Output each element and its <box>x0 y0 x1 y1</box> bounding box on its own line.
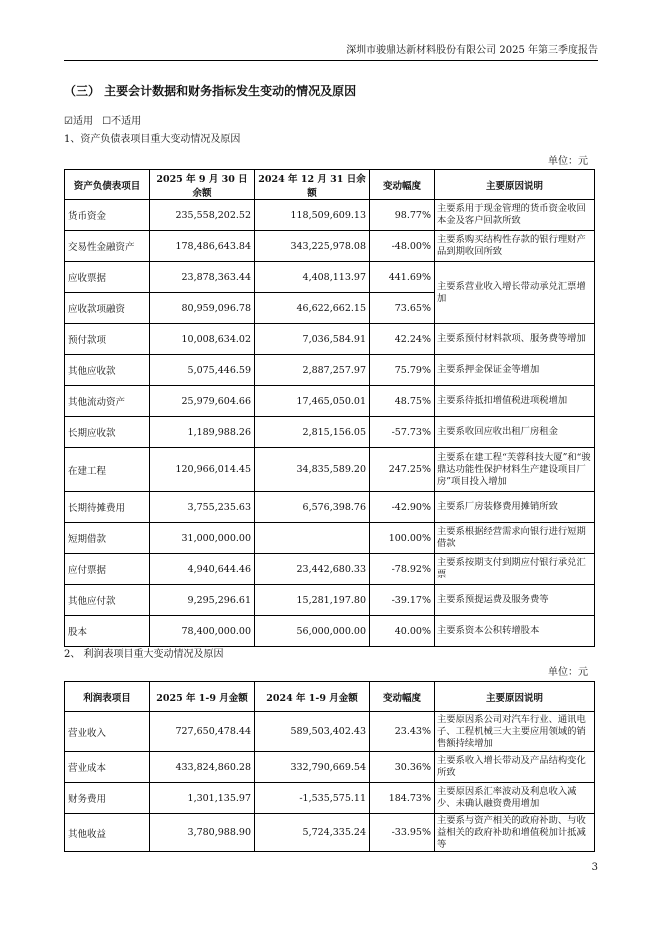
current-value-cell: 23,878,363.44 <box>150 262 255 293</box>
previous-value-cell: 5,724,335.24 <box>255 814 370 852</box>
reason-cell: 主要系待抵扣增值税进项税增加 <box>435 386 595 417</box>
change-cell: 75.79% <box>370 355 435 386</box>
table-row <box>65 386 595 417</box>
income-statement-table <box>64 681 595 852</box>
item-cell: 应付票据 <box>65 554 150 585</box>
column-header: 2024 年 1-9 月金额 <box>255 682 370 712</box>
reason-cell: 主要系根据经营需求向银行进行短期借款 <box>435 523 595 554</box>
previous-value-cell <box>255 523 370 554</box>
change-cell: 42.24% <box>370 324 435 355</box>
current-value-cell: 727,650,478.44 <box>150 712 255 752</box>
change-cell: 23.43% <box>370 712 435 752</box>
item-cell: 长期待摊费用 <box>65 492 150 523</box>
reason-cell: 主要原因系汇率波动及利息收入减少、未确认融资费用增加 <box>435 783 595 814</box>
reason-cell: 主要系押金保证金等增加 <box>435 355 595 386</box>
current-value-cell: 235,558,202.52 <box>150 200 255 231</box>
change-cell: -48.00% <box>370 231 435 262</box>
table-row <box>65 200 595 231</box>
item-cell: 其他收益 <box>65 814 150 852</box>
change-cell: -39.17% <box>370 585 435 616</box>
reason-cell: 主要系预付材料款项、服务费等增加 <box>435 324 595 355</box>
column-header: 2025 年 9 月 30 日余额 <box>150 170 255 200</box>
reason-cell: 主要系营业收入增长带动承兑汇票增加 <box>435 262 595 324</box>
previous-value-cell: 46,622,662.15 <box>255 293 370 324</box>
table-header-row <box>65 170 595 200</box>
applicable-checkbox: ☑适用 <box>64 116 93 127</box>
table-row <box>65 448 595 492</box>
reason-cell: 主要系购买结构性存款的银行理财产品到期收回所致 <box>435 231 595 262</box>
item-cell: 交易性金融资产 <box>65 231 150 262</box>
table-row <box>65 417 595 448</box>
previous-value-cell: 15,281,197.80 <box>255 585 370 616</box>
change-cell: -33.95% <box>370 814 435 852</box>
change-cell: 98.77% <box>370 200 435 231</box>
column-header: 资产负债表项目 <box>65 170 150 200</box>
reason-cell: 主要系用于现金管理的货币资金收回本金及客户回款所致 <box>435 200 595 231</box>
item-cell: 长期应收款 <box>65 417 150 448</box>
change-cell: 30.36% <box>370 752 435 783</box>
report-title: 深圳市骏鼎达新材料股份有限公司 2025 年第三季度报告 <box>346 45 598 56</box>
income-subtitle: 2、 利润表项目重大变动情况及原因 <box>64 649 224 660</box>
item-cell: 财务费用 <box>65 783 150 814</box>
income-unit: 单位：元 <box>548 667 588 678</box>
table-row <box>65 814 595 852</box>
reason-cell: 主要系按期支付到期应付银行承兑汇票 <box>435 554 595 585</box>
item-cell: 股本 <box>65 616 150 647</box>
current-value-cell: 1,189,988.26 <box>150 417 255 448</box>
applicability-options <box>64 112 141 127</box>
table-row <box>65 554 595 585</box>
column-header: 主要原因说明 <box>435 170 595 200</box>
change-cell: 40.00% <box>370 616 435 647</box>
previous-value-cell: 7,036,584.91 <box>255 324 370 355</box>
previous-value-cell: 6,576,398.76 <box>255 492 370 523</box>
table-row <box>65 523 595 554</box>
previous-value-cell: 118,509,609.13 <box>255 200 370 231</box>
table-row <box>65 324 595 355</box>
table-row <box>65 783 595 814</box>
previous-value-cell: 4,408,113.97 <box>255 262 370 293</box>
page-number: 3 <box>591 862 598 873</box>
change-cell: 441.69% <box>370 262 435 293</box>
reason-cell: 主要系厂房装修费用摊销所致 <box>435 492 595 523</box>
current-value-cell: 80,959,096.78 <box>150 293 255 324</box>
reason-cell: 主要原因系公司对汽车行业、通讯电子、工程机械三大主要应用领域的销售额持续增加 <box>435 712 595 752</box>
column-header: 2025 年 1-9 月金额 <box>150 682 255 712</box>
previous-value-cell: 17,465,050.01 <box>255 386 370 417</box>
change-cell: -78.92% <box>370 554 435 585</box>
item-cell: 短期借款 <box>65 523 150 554</box>
reason-cell: 主要系资本公积转增股本 <box>435 616 595 647</box>
current-value-cell: 31,000,000.00 <box>150 523 255 554</box>
current-value-cell: 9,295,296.61 <box>150 585 255 616</box>
column-header: 变动幅度 <box>370 682 435 712</box>
item-cell: 货币资金 <box>65 200 150 231</box>
column-header: 变动幅度 <box>370 170 435 200</box>
item-cell: 营业收入 <box>65 712 150 752</box>
change-cell: 48.75% <box>370 386 435 417</box>
item-cell: 其他应收款 <box>65 355 150 386</box>
current-value-cell: 3,780,988.90 <box>150 814 255 852</box>
reason-cell: 主要系预提运费及服务费等 <box>435 585 595 616</box>
item-cell: 其他应付款 <box>65 585 150 616</box>
current-value-cell: 5,075,446.59 <box>150 355 255 386</box>
table-row <box>65 231 595 262</box>
balance-unit: 单位：元 <box>548 156 588 167</box>
previous-value-cell: 2,815,156.05 <box>255 417 370 448</box>
reason-cell: 主要系收入增长带动及产品结构变化所致 <box>435 752 595 783</box>
page-header <box>64 38 598 61</box>
table-row <box>65 752 595 783</box>
current-value-cell: 178,486,643.84 <box>150 231 255 262</box>
current-value-cell: 4,940,644.46 <box>150 554 255 585</box>
previous-value-cell: 23,442,680.33 <box>255 554 370 585</box>
reason-cell: 主要系收回应收出租厂房租金 <box>435 417 595 448</box>
current-value-cell: 1,301,135.97 <box>150 783 255 814</box>
current-value-cell: 78,400,000.00 <box>150 616 255 647</box>
change-cell: 73.65% <box>370 293 435 324</box>
item-cell: 应收票据 <box>65 262 150 293</box>
reason-cell: 主要系与资产相关的政府补助、与收益相关的政府补助和增值税加计抵减等 <box>435 814 595 852</box>
table-header-row <box>65 682 595 712</box>
previous-value-cell: 2,887,257.97 <box>255 355 370 386</box>
table-row <box>65 616 595 647</box>
previous-value-cell: 56,000,000.00 <box>255 616 370 647</box>
column-header: 利润表项目 <box>65 682 150 712</box>
previous-value-cell: 343,225,978.08 <box>255 231 370 262</box>
item-cell: 其他流动资产 <box>65 386 150 417</box>
item-cell: 预付款项 <box>65 324 150 355</box>
column-header: 2024 年 12 月 31 日余额 <box>255 170 370 200</box>
change-cell: -42.90% <box>370 492 435 523</box>
balance-sheet-table <box>64 169 595 647</box>
previous-value-cell: 332,790,669.54 <box>255 752 370 783</box>
current-value-cell: 3,755,235.63 <box>150 492 255 523</box>
current-value-cell: 120,966,014.45 <box>150 448 255 492</box>
previous-value-cell: -1,535,575.11 <box>255 783 370 814</box>
not-applicable-checkbox: ☐不适用 <box>102 116 142 127</box>
change-cell: 100.00% <box>370 523 435 554</box>
table-row <box>65 262 595 293</box>
previous-value-cell: 34,835,589.20 <box>255 448 370 492</box>
table-row <box>65 355 595 386</box>
change-cell: -57.73% <box>370 417 435 448</box>
item-cell: 应收款项融资 <box>65 293 150 324</box>
current-value-cell: 25,979,604.66 <box>150 386 255 417</box>
item-cell: 在建工程 <box>65 448 150 492</box>
change-cell: 184.73% <box>370 783 435 814</box>
balance-subtitle: 1、资产负债表项目重大变动情况及原因 <box>64 134 241 145</box>
item-cell: 营业成本 <box>65 752 150 783</box>
section-title: （三） 主要会计数据和财务指标发生变动的情况及原因 <box>64 84 357 98</box>
change-cell: 247.25% <box>370 448 435 492</box>
table-row <box>65 492 595 523</box>
previous-value-cell: 589,503,402.43 <box>255 712 370 752</box>
table-row <box>65 585 595 616</box>
current-value-cell: 433,824,860.28 <box>150 752 255 783</box>
column-header: 主要原因说明 <box>435 682 595 712</box>
current-value-cell: 10,008,634.02 <box>150 324 255 355</box>
table-row <box>65 712 595 752</box>
reason-cell: 主要系在建工程“芙蓉科技大厦”和“骏鼎达功能性保护材料生产建设项目厂房”项目投入增加 <box>435 448 595 492</box>
